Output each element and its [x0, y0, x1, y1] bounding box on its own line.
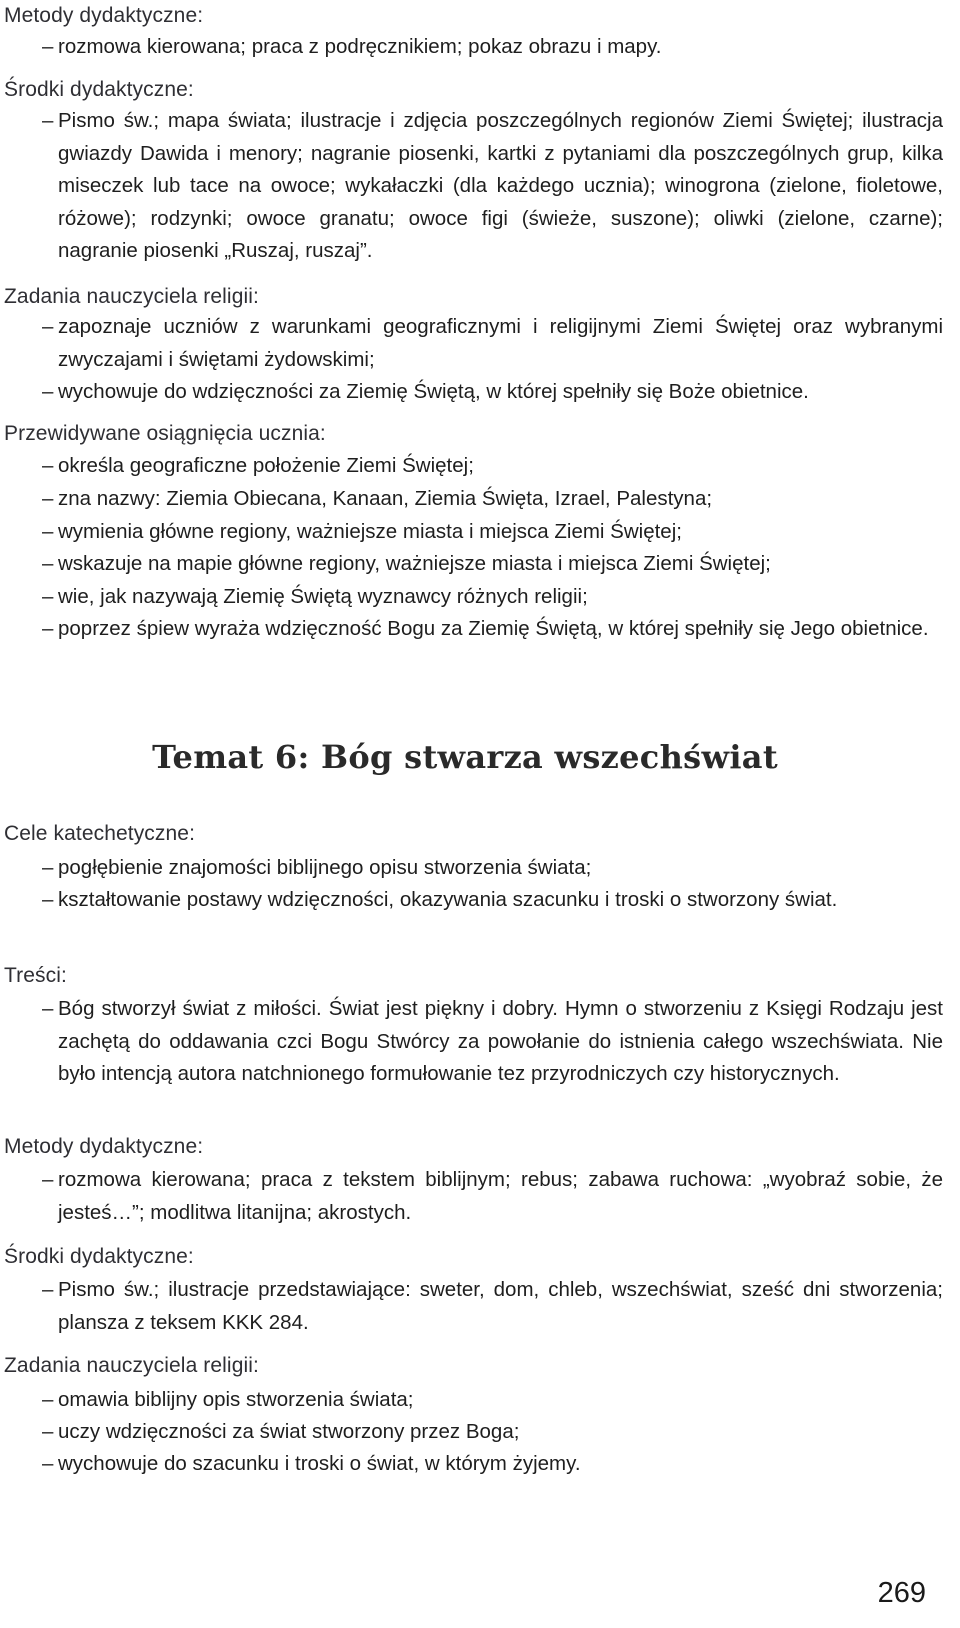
list-item: – wychowuje do szacunku i troski o świat, w którym żyjemy.	[42, 1452, 581, 1475]
list-item: – pogłębienie znajomości biblijnego opisu stworzenia świata;	[42, 856, 592, 879]
list-item: – określa geograficzne położenie Ziemi Świętej;	[42, 454, 474, 477]
section-heading-outcomes: Przewidywane osiągnięcia ucznia:	[4, 422, 326, 445]
section-heading-methods: Metody dydaktyczne:	[4, 4, 204, 27]
list-item: – zapoznaje uczniów z warunkami geograficznymi i religijnymi Ziemi Świętej oraz wybranymi zwyczajami i świętami żydowskimi;	[42, 315, 943, 371]
list-item: – uczy wdzięczności za świat stworzony przez Boga;	[42, 1420, 520, 1443]
section-heading-resources: Środki dydaktyczne:	[4, 1245, 194, 1268]
section-heading-methods: Metody dydaktyczne:	[4, 1135, 204, 1158]
section-heading-teacher-tasks: Zadania nauczyciela religii:	[4, 1354, 259, 1377]
page-number: 269	[877, 1577, 926, 1609]
list-item: – Pismo św.; ilustracje przedstawiające: sweter, dom, chleb, wszechświat, sześć dni stworzenia; plansza z teksem KKK 284.	[42, 1278, 943, 1334]
list-item: – wskazuje na mapie główne regiony, ważniejsze miasta i miejsca Ziemi Świętej;	[42, 552, 771, 575]
list-item: – wymienia główne regiony, ważniejsze miasta i miejsca Ziemi Świętej;	[42, 520, 682, 543]
list-item: – omawia biblijny opis stworzenia świata;	[42, 1388, 414, 1411]
section-heading-teacher-tasks: Zadania nauczyciela religii:	[4, 285, 259, 308]
list-item: – Bóg stworzył świat z miłości. Świat jest piękny i dobry. Hymn o stworzeniu z Księgi Rodzaju jest zachętą do oddawania czci Bogu Stwórcy za powołanie do istnienia całego wszechświata. Nie było intencją autora natchnionego formułowanie tez przyrodniczych czy historycznych.	[42, 997, 943, 1085]
section-heading-goals: Cele katechetyczne:	[4, 822, 196, 845]
section-heading-resources: Środki dydaktyczne:	[4, 78, 194, 101]
list-item: – wychowuje do wdzięczności za Ziemię Świętą, w której spełniły się Boże obietnice.	[42, 380, 809, 403]
list-item: – kształtowanie postawy wdzięczności, okazywania szacunku i troski o stworzony świat.	[42, 888, 838, 911]
list-item: – rozmowa kierowana; praca z podręcznikiem; pokaz obrazu i mapy.	[42, 35, 662, 58]
list-item: – zna nazwy: Ziemia Obiecana, Kanaan, Ziemia Święta, Izrael, Palestyna;	[42, 487, 713, 510]
list-item: – wie, jak nazywają Ziemię Świętą wyznawcy różnych religii;	[42, 585, 588, 608]
section-heading-content: Treści:	[4, 964, 67, 987]
topic-title: Temat 6: Bóg stwarza wszechświat	[152, 738, 778, 776]
list-item: – rozmowa kierowana; praca z tekstem biblijnym; rebus; zabawa ruchowa: „wyobraź sobie, że jesteś…”; modlitwa litanijna; akrostych.	[42, 1168, 943, 1224]
list-item: – Pismo św.; mapa świata; ilustracje i zdjęcia poszczególnych regionów Ziemi Świętej; ilustracja gwiazdy Dawida i menory; nagranie piosenki, kartki z pytaniami dla poszczególnych grup, kilka miseczek lub tace na owoce; wykałaczki (dla każdego ucznia); winogrona (zielone, fioletowe, różowe); rodzynki; owoce granatu; owoce figi (świeże, suszone); oliwki (zielone, czarne); nagranie piosenki „Ruszaj, ruszaj”.	[42, 109, 943, 262]
list-item: – poprzez śpiew wyraża wdzięczność Bogu za Ziemię Świętą, w której spełniły się Jego obietnice.	[42, 617, 929, 640]
